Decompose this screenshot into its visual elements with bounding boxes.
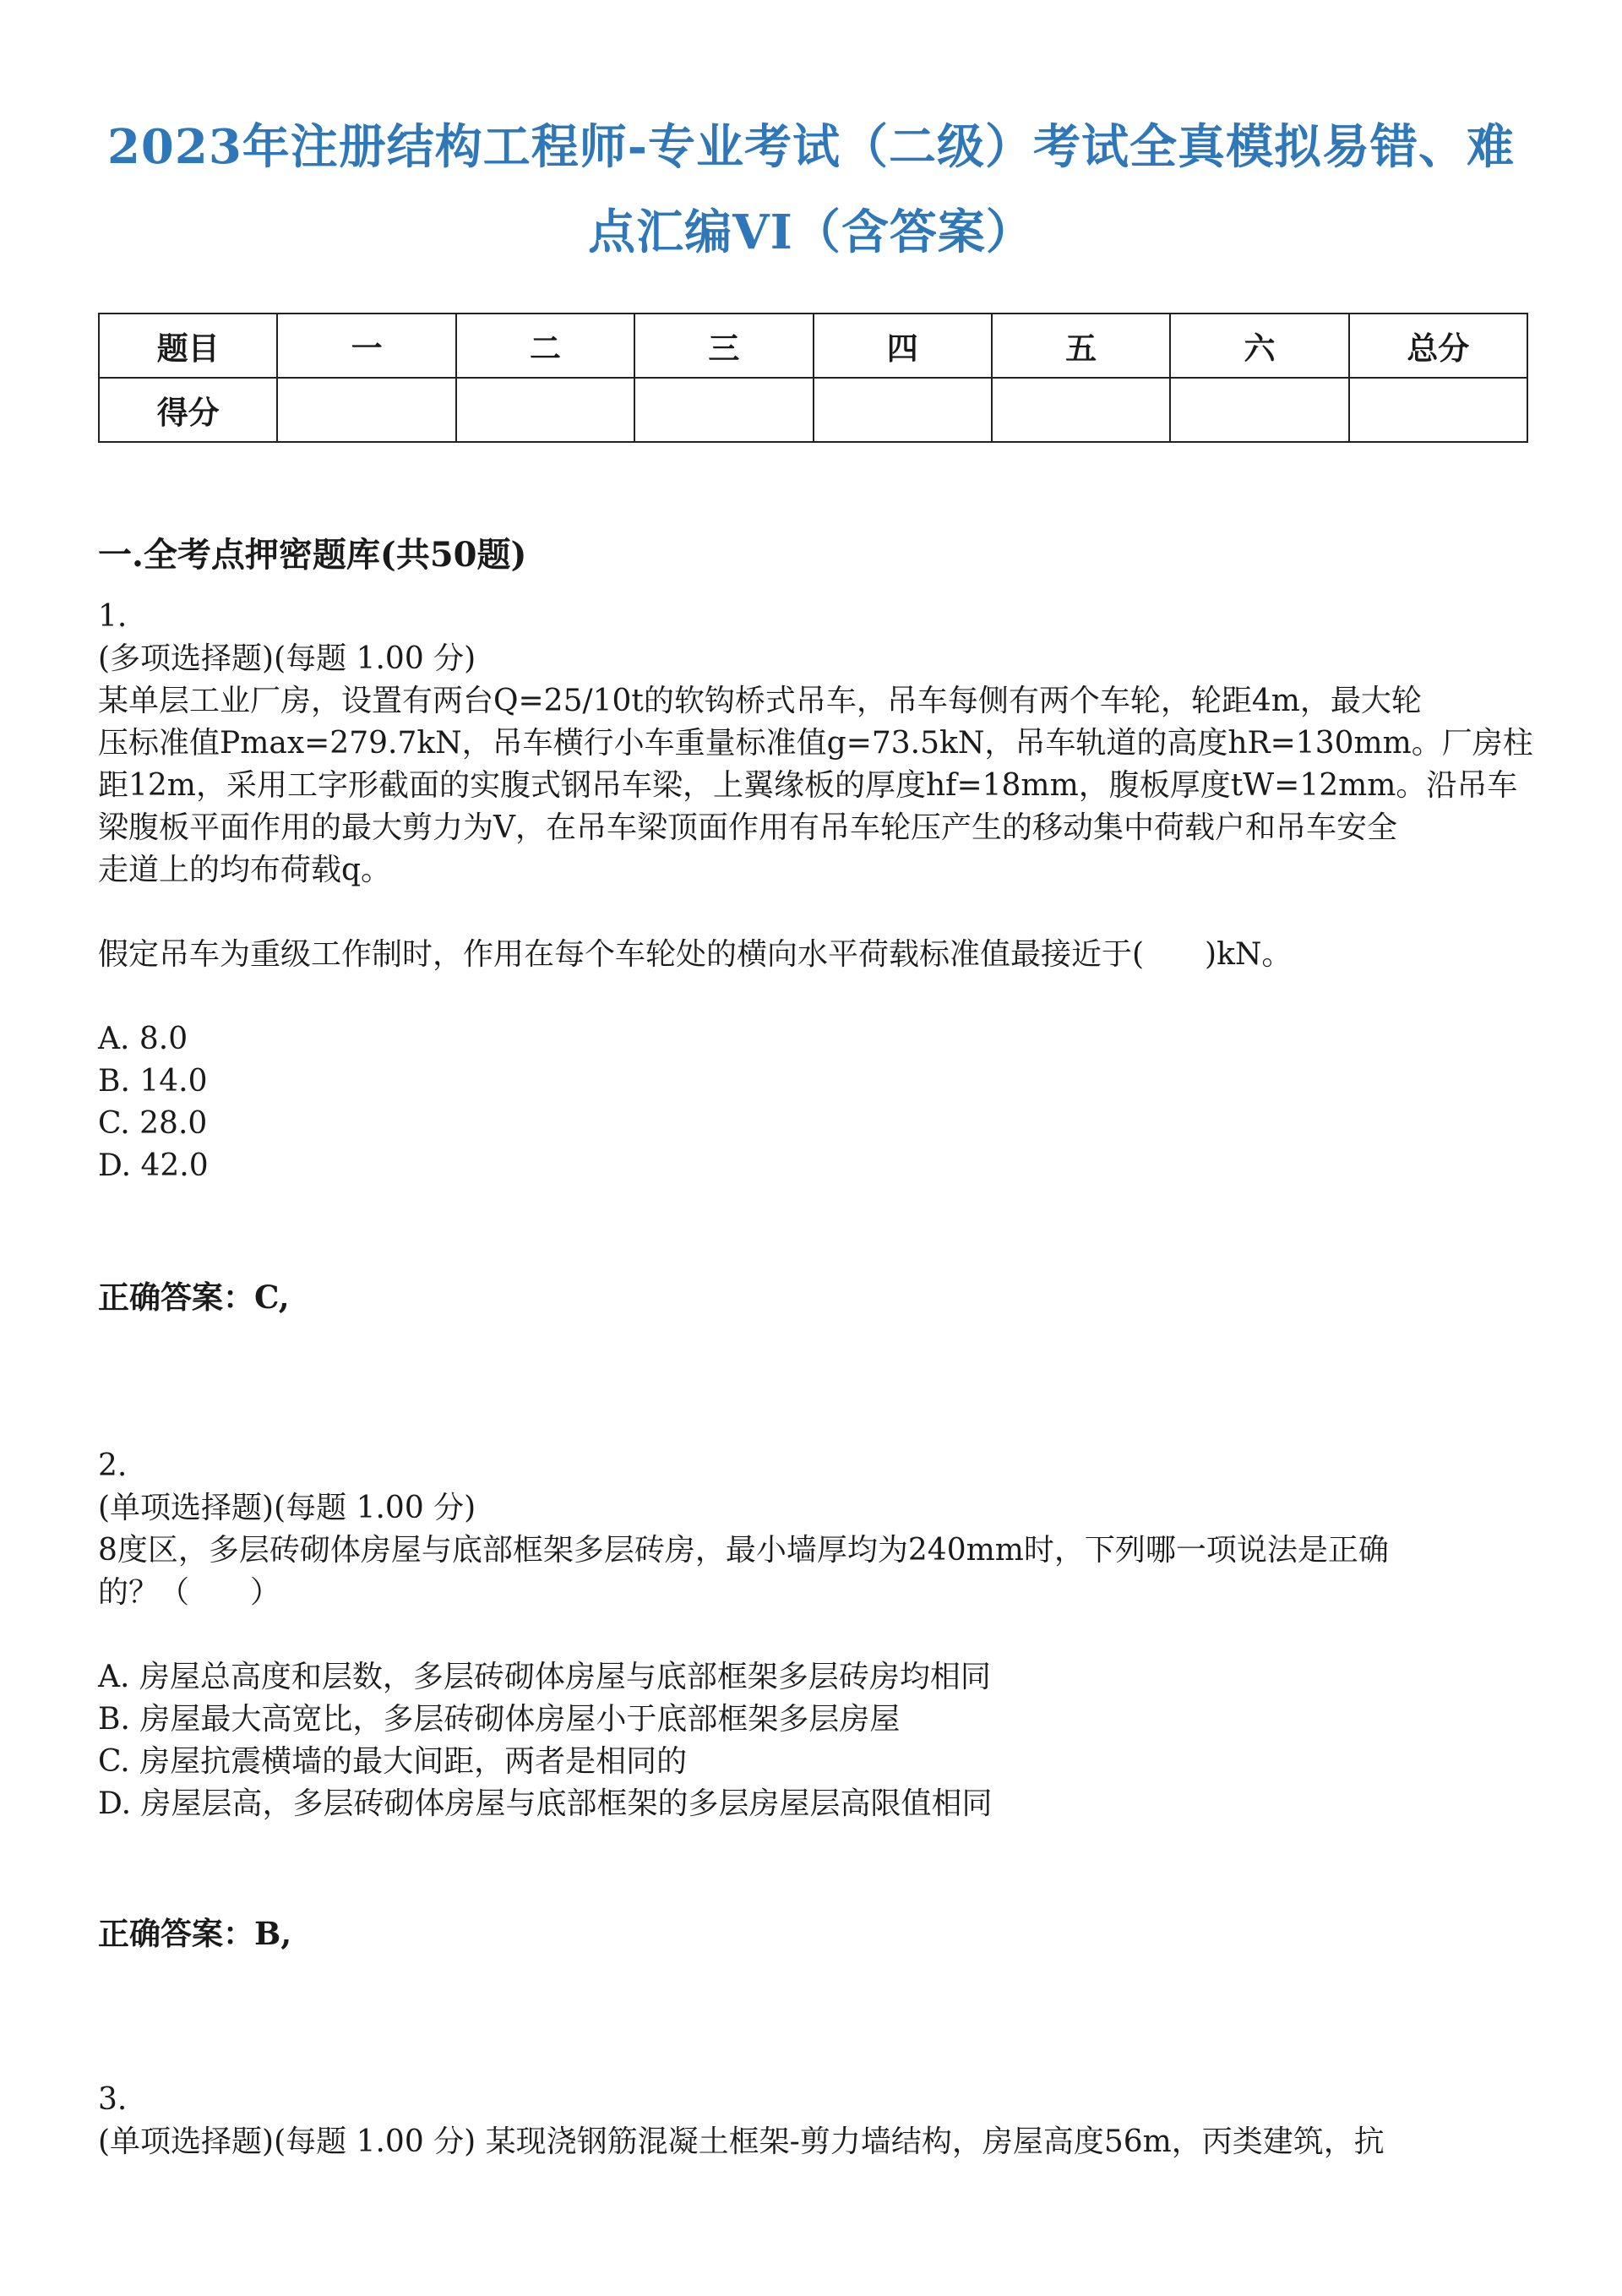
title-line-2: 点汇编VI（含答案） [588, 205, 1034, 260]
section-title: 一.全考点押密题库(共50题) [98, 535, 527, 575]
question-prompt: 假定吊车为重级工作制时，作用在每个车轮处的横向水平荷载标准值最接近于( )kN。 [98, 937, 1293, 972]
question-stem-line: 梁腹板平面作用的最大剪力为V，在吊车梁顶面作用有吊车轮压产生的移动集中荷载户和吊车安全 [98, 810, 1397, 845]
score-header-cell: 五 [992, 314, 1170, 378]
question-stem-line: 压标准值Pmax=279.7kN，吊车横行小车重量标准值g=73.5kN，吊车轨道的高度hR=130mm。厂房柱 [98, 726, 1533, 761]
score-header-cell: 一 [277, 314, 455, 378]
score-row-label: 得分 [99, 378, 277, 442]
score-cell [634, 378, 813, 442]
option-a: A. 房屋总高度和层数，多层砖砌体房屋与底部框架多层砖房均相同 [98, 1660, 991, 1694]
question-stem-line: 某单层工业厂房，设置有两台Q=25/10t的软钩桥式吊车，吊车每侧有两个车轮，轮距4m，最大轮 [98, 684, 1422, 718]
score-table-score-row [99, 378, 1527, 442]
score-cell [456, 378, 634, 442]
question-number: 2. [98, 1448, 128, 1483]
score-header-cell: 六 [1170, 314, 1348, 378]
score-table-header-row [99, 314, 1527, 378]
question-stem-line: 8度区，多层砖砌体房屋与底部框架多层砖房，最小墙厚均为240mm时，下列哪一项说法是正确 [98, 1533, 1389, 1568]
score-cell [277, 378, 455, 442]
question-stem-line: 距12m，采用工字形截面的实腹式钢吊车梁，上翼缘板的厚度hf=18mm，腹板厚度tW=12mm。沿吊车 [98, 768, 1518, 803]
question-number: 1. [98, 599, 128, 634]
question-3 [98, 2079, 1534, 2163]
question-type: (单项选择题)(每题 1.00 分) [98, 1491, 476, 1525]
score-header-cell: 四 [814, 314, 992, 378]
score-cell [814, 378, 992, 442]
question-2 [98, 1445, 1534, 1825]
option-c: C. 28.0 [98, 1106, 208, 1141]
answer-1: 正确答案：C, [98, 1279, 290, 1316]
option-d: D. 房屋层高，多层砖砌体房屋与底部框架的多层房屋层高限值相同 [98, 1786, 993, 1821]
score-header-cell: 题目 [99, 314, 277, 378]
score-header-cell: 二 [456, 314, 634, 378]
question-type: (多项选择题)(每题 1.00 分) [98, 641, 476, 676]
score-header-cell: 三 [634, 314, 813, 378]
option-c: C. 房屋抗震横墙的最大间距，两者是相同的 [98, 1744, 688, 1779]
answer-2: 正确答案：B, [98, 1915, 292, 1952]
score-table [98, 313, 1528, 443]
score-header-cell: 总分 [1349, 314, 1527, 378]
option-a: A. 8.0 [98, 1022, 188, 1056]
question-1 [98, 596, 1534, 1187]
option-b: B. 房屋最大高宽比，多层砖砌体房屋小于底部框架多层房屋 [98, 1702, 901, 1737]
score-cell [1170, 378, 1348, 442]
score-cell [1349, 378, 1527, 442]
title-line-1: 2023年注册结构工程师-专业考试（二级）考试全真模拟易错、难 [106, 119, 1516, 175]
option-b: B. 14.0 [98, 1064, 208, 1099]
question-stem-line: 走道上的均布荷载q。 [98, 853, 392, 887]
question-stem-line: 的？（ ） [98, 1575, 281, 1610]
document-title [84, 105, 1538, 275]
option-d: D. 42.0 [98, 1148, 209, 1183]
score-cell [992, 378, 1170, 442]
question-number: 3. [98, 2082, 128, 2117]
question-stem-line: (单项选择题)(每题 1.00 分) 某现浇钢筋混凝土框架-剪力墙结构，房屋高度56m，丙类建筑，抗 [98, 2124, 1385, 2159]
